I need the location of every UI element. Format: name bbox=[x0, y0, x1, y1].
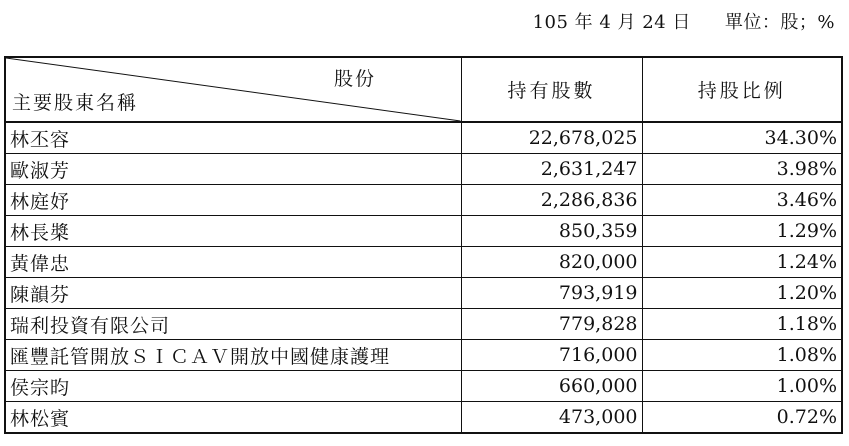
holding-ratio: 0.72% bbox=[642, 402, 842, 434]
holding-ratio: 1.29% bbox=[642, 216, 842, 247]
unit-label: 單位：股；% bbox=[724, 12, 835, 33]
holding-ratio: 1.00% bbox=[642, 371, 842, 402]
holder-name: 黃偉忠 bbox=[5, 247, 461, 278]
holding-ratio: 1.24% bbox=[642, 247, 842, 278]
shares-held: 820,000 bbox=[461, 247, 642, 278]
corner-label-shares: 股份 bbox=[334, 68, 377, 90]
holder-name: 瑞利投資有限公司 bbox=[5, 309, 461, 340]
holding-ratio: 1.18% bbox=[642, 309, 842, 340]
table-row bbox=[5, 371, 842, 402]
table-row bbox=[5, 216, 842, 247]
holding-ratio: 1.20% bbox=[642, 278, 842, 309]
table-row bbox=[5, 309, 842, 340]
shares-held: 716,000 bbox=[461, 340, 642, 371]
table-row bbox=[5, 154, 842, 185]
shares-held: 2,631,247 bbox=[461, 154, 642, 185]
column-header-shares-held: 持有股數 bbox=[461, 57, 642, 122]
corner-label-holder-name: 主要股東名稱 bbox=[12, 92, 139, 114]
column-header-holding-ratio: 持股比例 bbox=[642, 57, 842, 122]
shares-held: 850,359 bbox=[461, 216, 642, 247]
holding-ratio: 3.98% bbox=[642, 154, 842, 185]
holder-name: 林長槳 bbox=[5, 216, 461, 247]
table-row bbox=[5, 278, 842, 309]
shares-held: 2,286,836 bbox=[461, 185, 642, 216]
shares-held: 779,828 bbox=[461, 309, 642, 340]
holder-name: 林松賓 bbox=[5, 402, 461, 434]
shares-held: 22,678,025 bbox=[461, 122, 642, 154]
holder-name: 林丕容 bbox=[5, 122, 461, 154]
holder-name: 侯宗昀 bbox=[5, 371, 461, 402]
table-row bbox=[5, 247, 842, 278]
shareholders-table bbox=[4, 56, 843, 434]
table-row bbox=[5, 340, 842, 371]
table-row bbox=[5, 402, 842, 434]
shares-held: 473,000 bbox=[461, 402, 642, 434]
corner-header-cell bbox=[5, 57, 461, 122]
holder-name: 歐淑芳 bbox=[5, 154, 461, 185]
holding-ratio: 34.30% bbox=[642, 122, 842, 154]
holder-name: 陳韻芬 bbox=[5, 278, 461, 309]
holding-ratio: 3.46% bbox=[642, 185, 842, 216]
holder-name: 林庭妤 bbox=[5, 185, 461, 216]
table-row bbox=[5, 122, 842, 154]
shares-held: 793,919 bbox=[461, 278, 642, 309]
table-header-row bbox=[5, 57, 842, 122]
holding-ratio: 1.08% bbox=[642, 340, 842, 371]
report-meta bbox=[533, 8, 835, 34]
shares-held: 660,000 bbox=[461, 371, 642, 402]
holder-name: 匯豐託管開放ＳＩＣＡＶ開放中國健康護理 bbox=[5, 340, 461, 371]
table-row bbox=[5, 185, 842, 216]
report-date: 105 年 4 月 24 日 bbox=[532, 12, 691, 33]
